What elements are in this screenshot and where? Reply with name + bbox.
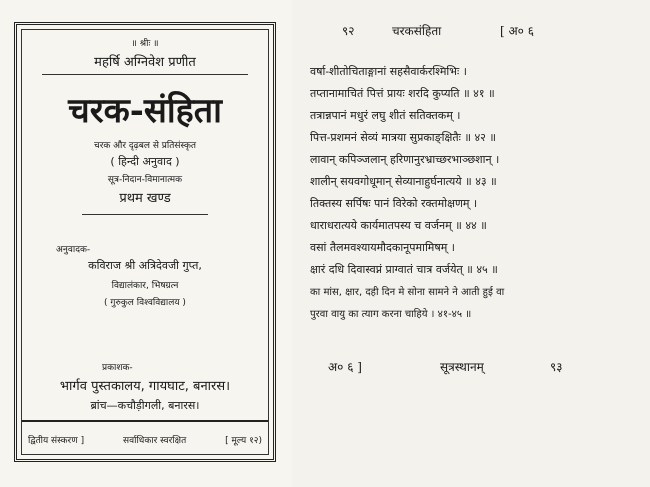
footer-title: सूत्रस्थानम्	[440, 360, 484, 374]
verse-line: क्षारं दधि दिवास्वप्नं प्राग्वातं चात्र वर्जयेत् ॥ ४५ ॥	[310, 263, 498, 276]
footer-page-number: ९३	[550, 360, 563, 374]
translator-affiliation: ( गुरुकुल विश्वविद्यालय )	[104, 298, 186, 308]
verse-line: धाराधरात्यये कार्यमातपस्य च वर्जनम् ॥ ४४ ॥	[310, 219, 487, 232]
verse-line: तप्तानामाचितं पित्तं प्रायः शरदि कुप्यति ॥ ४१ ॥	[310, 87, 495, 100]
sections-line: सूत्र-निदान-विमानात्मक	[107, 175, 183, 185]
edition-label: द्वितीय संस्करण ]	[28, 436, 85, 446]
shri-invocation: ॥ श्रीः ॥	[131, 39, 159, 49]
verse-line: शालीन् सयवगोधूमान् सेव्यानाहुर्घनात्यये ॥ ४३ ॥	[310, 175, 497, 188]
edition-footer	[28, 433, 262, 446]
running-title: चरकसंहिता	[392, 24, 442, 38]
author-line: महर्षि अग्निवेश प्रणीत	[94, 55, 196, 70]
branch-address: ब्रांच—कचौड़ीगली, बनारस।	[90, 399, 200, 412]
verse-line: वर्षा-शीतोचिताङ्गानां सहसैवार्करश्मिभिः ।	[310, 65, 467, 78]
translator-title: विद्यालंकार, भिषग्रत्न	[111, 281, 179, 291]
rights-label: सर्वाधिकार स्वरक्षित	[123, 436, 187, 446]
title-page-border	[14, 22, 276, 462]
verse-line: तत्रान्नपानं मधुरं लघु शीतं सतिक्तकम् ।	[310, 109, 461, 122]
verse-line: लावान् कपिञ्जलान् हरिणानुरभ्राच्छरभाञ्छशान् ।	[310, 153, 500, 166]
publisher-label: प्रकाशक-	[102, 363, 133, 373]
page-number: ९२	[342, 24, 355, 38]
price-label: [ मूल्य १२)	[225, 436, 262, 446]
book-title: चरक-संहिता	[68, 91, 222, 131]
subtitle-revised-by: चरक और दृढ़बल से प्रतिसंस्कृत	[93, 141, 197, 151]
translation-line: पुरवा वायु का त्याग करना चाहिये । ४१-४५ ॥	[310, 309, 472, 320]
translator-name: कविराज श्री अत्रिदेवजी गुप्त,	[88, 259, 202, 272]
volume-label: प्रथम खण्ड	[119, 191, 171, 206]
translator-label: अनुवादक-	[56, 245, 91, 255]
verse-line: पित्त-प्रशमनं सेव्यं मात्रया सुप्रकाङ्क्षितैः ॥ ४२ ॥	[310, 131, 496, 144]
verse-line: तिक्तस्य सर्पिषः पानं विरेको रक्तमोक्षणम् ।	[310, 197, 478, 210]
footer-chapter: अ० ६ ]	[328, 360, 362, 374]
divider	[82, 214, 208, 215]
divider	[42, 74, 248, 75]
chapter-marker: [ अ० ६	[500, 24, 534, 38]
footer-divider	[22, 420, 268, 422]
translation-line: का मांस, क्षार, दही दिन मे सोना सामने ने आती हुई वा	[310, 287, 505, 298]
verse-line: वसां तैलमवश्यायमौदकानूपमामिषम् ।	[310, 241, 455, 254]
title-page	[0, 0, 292, 487]
publisher-name: भार्गव पुस्तकालय, गायघाट, बनारस।	[59, 379, 231, 394]
text-page	[292, 0, 650, 487]
title-page-inner-border	[21, 29, 269, 455]
subtitle-translation: ( हिन्दी अनुवाद )	[110, 155, 180, 168]
